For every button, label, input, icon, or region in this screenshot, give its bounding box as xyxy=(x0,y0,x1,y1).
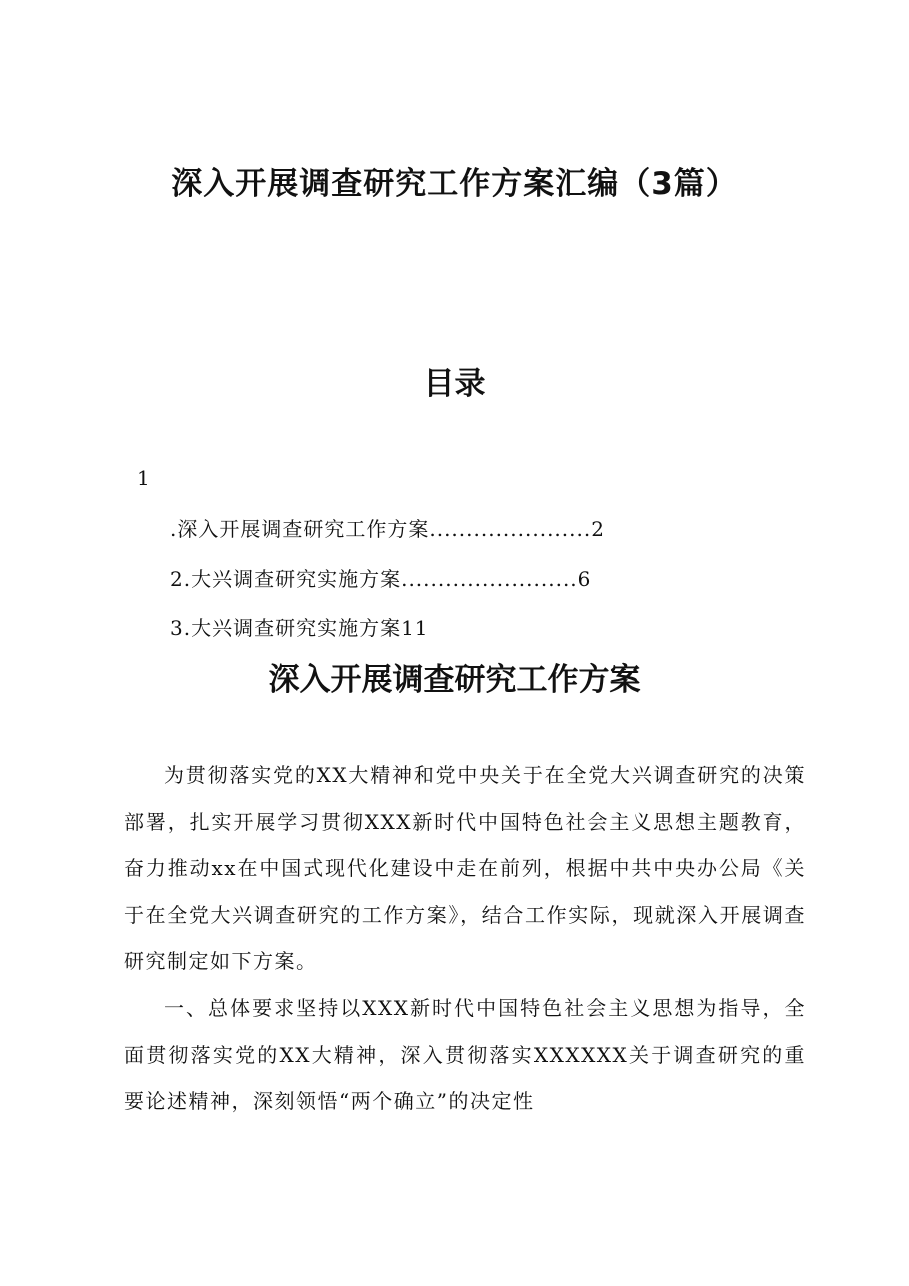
toc-stray-number: 1 xyxy=(137,466,150,490)
toc-entry-1[interactable]: .深入开展调查研究工作方案......................2 xyxy=(170,517,605,541)
body-paragraph-1: 为贯彻落实党的XX大精神和党中央关于在全党大兴调查研究的决策部署，扎实开展学习贯彻XXX新时代中国特色社会主义思想主题教育，奋力推动xx在中国式现代化建设中走在前列，根据中共中央办公局《关于在全党大兴调查研究的工作方案》，结合工作实际，现就深入开展调查研究制定如下方案。 xyxy=(124,763,806,973)
body-paragraph-2: 一、总体要求坚持以XXX新时代中国特色社会主义思想为指导，全面贯彻落实党的XX大精神，深入贯彻落实XXXXXX关于调查研究的重要论述精神，深刻领悟“两个确立”的决定性 xyxy=(124,996,806,1113)
toc-entry-2[interactable]: 2.大兴调查研究实施方案........................6 xyxy=(170,567,592,591)
section-title: 深入开展调查研究工作方案 xyxy=(268,662,641,698)
toc-heading: 目录 xyxy=(423,366,486,402)
toc-entry-3[interactable]: 3.大兴调查研究实施方案11 xyxy=(170,616,429,640)
document-title: 深入开展调查研究工作方案汇编（3篇） xyxy=(171,166,738,202)
